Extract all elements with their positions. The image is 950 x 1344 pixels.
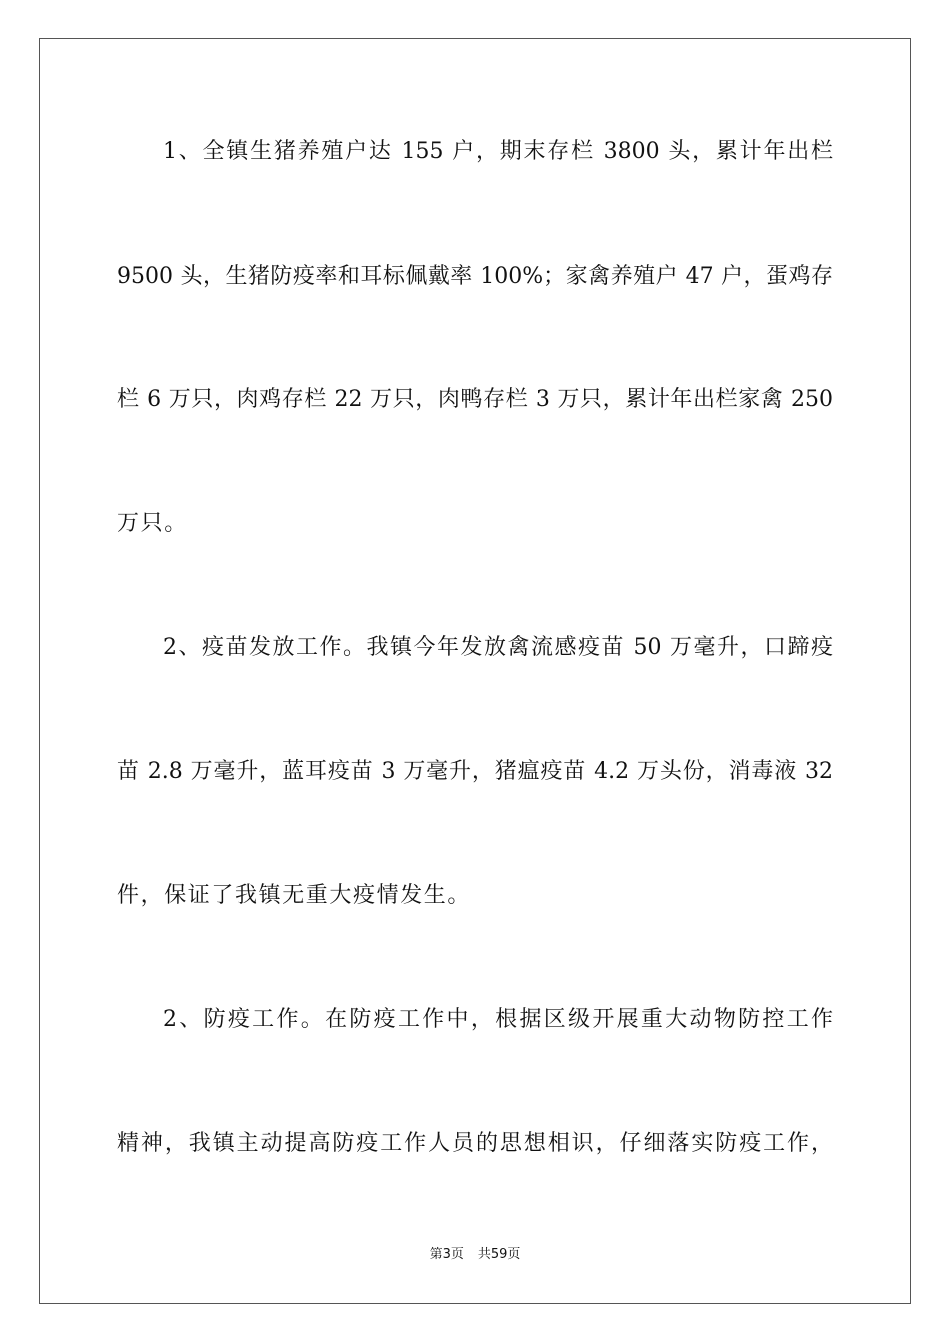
- paragraph-1-line-1: 1、全镇生猪养殖户达 155 户，期末存栏 3800 头，累计年出栏: [163, 139, 833, 164]
- page-border: [39, 38, 911, 1304]
- paragraph-3-line-1: 2、防疫工作。在防疫工作中，根据区级开展重大动物防控工作: [163, 1007, 833, 1032]
- paragraph-2-line-3: 件，保证了我镇无重大疫情发生。: [117, 883, 472, 908]
- paragraph-2-line-1: 2、疫苗发放工作。我镇今年发放禽流感疫苗 50 万毫升，口蹄疫: [163, 635, 833, 660]
- paragraph-1-line-3: 栏 6 万只，肉鸡存栏 22 万只，肉鸭存栏 3 万只，累计年出栏家禽 250: [117, 387, 833, 412]
- paragraph-3-line-2: 精神，我镇主动提高防疫工作人员的思想相识，仔细落实防疫工作，: [117, 1131, 833, 1156]
- page-number: 第3页: [429, 1247, 464, 1262]
- paragraph-1-line-4: 万只。: [117, 511, 188, 536]
- page-total: 共59页: [477, 1247, 521, 1262]
- paragraph-2-line-2: 苗 2.8 万毫升，蓝耳疫苗 3 万毫升，猪瘟疫苗 4.2 万头份，消毒液 32: [117, 759, 833, 784]
- paragraph-1-line-2: 9500 头，生猪防疫率和耳标佩戴率 100%；家禽养殖户 47 户，蛋鸡存: [117, 264, 833, 289]
- page-footer: [0, 1246, 950, 1264]
